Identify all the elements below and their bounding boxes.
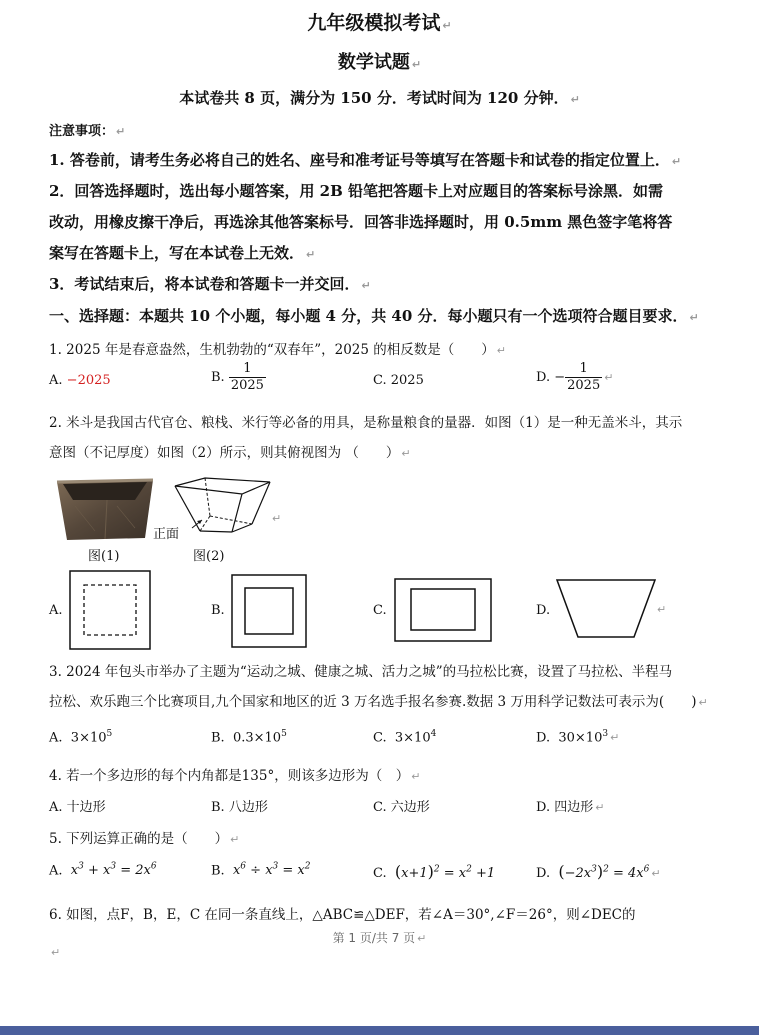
q5-d-expression: $(-2x^3)^2 = 4x^6$ xyxy=(558,862,650,881)
question-3-stem-line1: 3. 2024 年包头市举办了主题为“运动之城、健康之城、活力之城”的马拉松比赛，设置了马拉松、半程马 xyxy=(49,664,673,680)
q5-option-a: A. $x^3 + x^3 = 2x^6$ xyxy=(49,862,157,879)
paragraph-mark: ↵ xyxy=(657,603,667,616)
q2-option-b-label: B. xyxy=(211,603,225,618)
q1-d-fraction: $\frac{1}{2025}$ xyxy=(567,361,601,393)
question-2-stem-line2: 意图（不记厚度）如图（2）所示，则其俯视图为 （ ） ↵ xyxy=(49,445,411,461)
q4-option-d: D. 四边形 ↵ xyxy=(536,800,605,815)
notice-item-3: 3．考试结束后，将本试卷和答题卡一并交回． ↵ xyxy=(49,275,371,293)
question-6-stem: 6. 如图，点F，B，E，C 在同一条直线上，△ABC≌△DEF，若∠A＝30°,∠F＝26°，则∠DEC的 xyxy=(49,907,636,923)
q4-option-b: B. 八边形 xyxy=(211,800,268,815)
q2-option-d-label: D. xyxy=(536,603,551,618)
q5-option-c: C. $(x+1)^2 = x^2 +1$ xyxy=(373,862,496,881)
figure-1-caption: 图(1) xyxy=(88,549,120,564)
q1-option-d: D. − $\frac{1}{2025}$ ↵ xyxy=(536,361,614,393)
q3-option-c: C. $3\times 10^4$ xyxy=(373,729,437,746)
q2-option-c-figure xyxy=(394,578,492,642)
question-1-stem: 1. 2025 年是春意盎然，生机勃勃的“双春年”，2025 的相反数是（ ） ↵ xyxy=(49,342,506,358)
q2-option-a-label: A. xyxy=(49,603,63,618)
q5-a-expression: $x^3 + x^3 = 2x^6$ xyxy=(70,862,157,879)
question-5-stem: 5. 下列运算正确的是（ ） ↵ xyxy=(49,831,240,847)
notice-item-2-line3: 案写在答题卡上，写在本试卷上无效． ↵ xyxy=(49,244,316,262)
q5-option-d: D. $(-2x^3)^2 = 4x^6$ ↵ xyxy=(536,862,661,881)
rice-measure-photo xyxy=(55,476,155,544)
q2-option-c-label: C. xyxy=(373,603,387,618)
exam-info: 本试卷共 8 页，满分为 150 分．考试时间为 120 分钟． ↵ xyxy=(179,89,580,107)
q4-option-c: C. 六边形 xyxy=(373,800,430,815)
notice-heading: 注意事项： ↵ xyxy=(49,124,126,139)
rice-measure-diagram xyxy=(170,476,275,538)
q1-option-a: A. −2025 xyxy=(49,373,111,388)
q2-option-d-figure xyxy=(556,579,656,639)
q5-option-b: B. $x^6 \div x^3 = x^2$ xyxy=(211,862,311,879)
question-4-stem: 4. 若一个多边形的每个内角都是135°，则该多边形为（ ） ↵ xyxy=(49,768,421,784)
figure-2-caption: 图(2) xyxy=(193,549,225,564)
q2-option-b-figure xyxy=(231,574,307,648)
q5-b-expression: $x^6 \div x^3 = x^2$ xyxy=(232,862,311,879)
q1-b-fraction: $\frac{1}{2025}$ xyxy=(230,361,264,393)
page-footer: 第 1 页/共 7 页 ↵ xyxy=(332,931,427,945)
exam-subtitle: 数学试题 ↵ xyxy=(337,52,422,73)
q3-option-a: A. $3\times 10^5$ xyxy=(49,729,113,746)
paragraph-mark: ↵ xyxy=(51,946,61,959)
front-label: 正面 xyxy=(153,527,180,542)
notice-item-1: 1. 答卷前，请考生务必将自己的姓名、座号和准考证号等填写在答题卡和试卷的指定位置上． ↵ xyxy=(49,151,682,169)
q1-option-c: C. 2025 xyxy=(373,373,424,388)
q1-option-b: B. $\frac{1}{2025}$ xyxy=(211,361,264,393)
q3-option-b: B. $0.3\times 10^5$ xyxy=(211,729,287,746)
q2-option-a-figure xyxy=(69,570,151,650)
q5-c-expression: $(x+1)^2 = x^2 +1$ xyxy=(394,862,496,881)
q4-option-a: A. 十边形 xyxy=(49,800,106,815)
q3-option-d: D. $30\times 10^3$ ↵ xyxy=(536,729,620,746)
section-heading: 一、选择题：本题共 10 个小题，每小题 4 分，共 40 分．每小题只有一个选项符合题目要求． ↵ xyxy=(49,307,699,325)
question-2-stem-line1: 2. 米斗是我国古代官仓、粮栈、米行等必备的用具，是称量粮食的量器．如图（1）是一种无盖米斗，其示 xyxy=(49,415,683,431)
notice-item-2-line1: 2．回答选择题时，选出每小题答案，用 2B 铅笔把答题卡上对应题目的答案标号涂黑．如需 xyxy=(49,182,664,200)
paragraph-mark: ↵ xyxy=(272,512,282,525)
exam-title: 九年级模拟考试 ↵ xyxy=(307,12,452,34)
window-bottom-bar xyxy=(0,1026,759,1035)
question-3-stem-line2: 拉松、欢乐跑三个比赛项目,九个国家和地区的近 3 万名选手报名参赛.数据 3 万用科学记数法可表示为( ) ↵ xyxy=(49,694,708,710)
notice-item-2-line2: 改动，用橡皮擦干净后，再选涂其他答案标号．回答非选择题时，用 0.5mm 黑色签字笔将答 xyxy=(49,213,673,231)
